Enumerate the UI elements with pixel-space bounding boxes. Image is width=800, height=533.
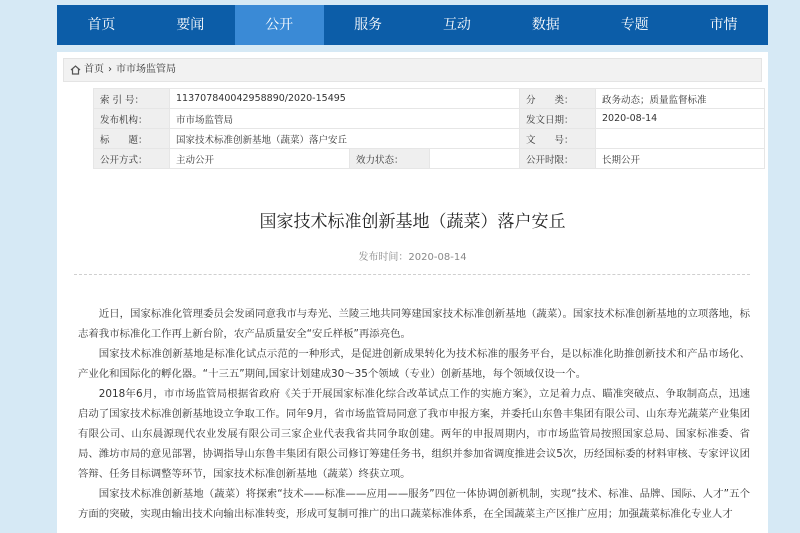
date-value: 2020-08-14	[596, 109, 765, 129]
docno-value	[596, 129, 765, 149]
breadcrumb-separator: ›	[108, 64, 112, 75]
nav-item-topics[interactable]: 专题	[620, 17, 649, 33]
article-paragraph: 2018年6月，市市场监管局根据省政府《关于开展国家标准化综合改革试点工作的实施方案》，立足着力点、瞄准突破点、争取制高点，迅速启动了国家技术标准创新基地设立争取工作。同年9月，省市场监管局同意了我市申报方案，并委托山东鲁丰集团有限公司、山东寿光蔬菜产业集团有限公司、山东晨源现代农业发展有限公司三家企业代表我省共同争取创建。两年的申报周期内，市市场监管局按照国家总局、国家标准委、省局、潍坊市局的意见部署，协调指导山东鲁丰集团有限公司修订筹建任务书，组织并参加省调度推进会议5次，历经国标委的材料审核、专家评议团答辩、任务目标调整等环节，国家技术标准创新基地（蔬菜）终获立项。	[78, 388, 750, 480]
nav-item-data[interactable]: 数据	[531, 17, 560, 33]
term-label: 公开时限：	[520, 149, 596, 169]
status-value	[430, 149, 520, 169]
table-row	[94, 109, 765, 129]
nav-item-services[interactable]: 服务	[354, 17, 383, 33]
article-paragraph: 近日，国家标准化管理委员会发函同意我市与寿光、兰陵三地共同筹建国家技术标准创新基地（蔬菜）。国家技术标准创新基地的立项落地，标志着我市标准化工作再上新台阶，农产品质量安全“安丘样板”再添亮色。	[78, 308, 750, 340]
mode-label: 公开方式：	[94, 149, 170, 169]
mode-value: 主动公开	[170, 149, 350, 169]
index-label: 索 引 号：	[94, 89, 170, 109]
docno-label: 文 号：	[520, 129, 596, 149]
article-title: 国家技术标准创新基地（蔬菜）落户安丘	[259, 212, 566, 232]
top-nav	[57, 5, 768, 45]
breadcrumb-home-link[interactable]: 首页	[84, 64, 104, 75]
nav-item-news[interactable]: 要闻	[176, 17, 205, 33]
table-row	[94, 149, 765, 169]
article-paragraph: 国家技术标准创新基地是标准化试点示范的一种形式，是促进创新成果转化为技术标准的服务平台，是以标准化助推创新技术和产品市场化、产业化和国际化的孵化器。“十三五”期间,国家计划建成30～35个领域（专业）创新基地，每个领域仅设一个。	[78, 348, 750, 380]
content-panel	[57, 52, 768, 533]
term-value: 长期公开	[596, 149, 765, 169]
date-label: 发文日期：	[520, 109, 596, 129]
org-value: 市市场监管局	[170, 109, 520, 129]
divider	[74, 274, 750, 275]
category-label: 分 类：	[520, 89, 596, 109]
breadcrumb-current-link[interactable]: 市市场监管局	[116, 64, 176, 75]
nav-item-city-info[interactable]: 市情	[709, 17, 738, 33]
status-label: 效力状态：	[350, 149, 430, 169]
nav-item-disclosure[interactable]: 公开	[235, 5, 324, 45]
category-value: 政务动态；质量监督标准	[596, 89, 765, 109]
metadata-table	[93, 88, 765, 169]
home-icon	[70, 65, 81, 75]
publish-date: 发布时间：2020-08-14	[358, 252, 467, 263]
article-body	[78, 304, 750, 524]
table-row	[94, 89, 765, 109]
breadcrumb	[63, 58, 762, 82]
title-label: 标 题：	[94, 129, 170, 149]
title-value: 国家技术标准创新基地（蔬菜）落户安丘	[170, 129, 520, 149]
index-value: 113707840042958890/2020-15495	[170, 89, 520, 109]
article-paragraph: 国家技术标准创新基地（蔬菜）将探索“技术——标准——应用——服务”四位一体协调创新机制，实现“技术、标准、品牌、国际、人才”五个方面的突破，实现由输出技术向输出标准转变，形成可复制可推广的出口蔬菜标准体系，在全国蔬菜主产区推广应用；加强蔬菜标准化专业人才	[78, 488, 750, 520]
org-label: 发布机构：	[94, 109, 170, 129]
nav-item-interaction[interactable]: 互动	[442, 17, 471, 33]
table-row	[94, 129, 765, 149]
nav-item-home[interactable]: 首页	[87, 17, 116, 33]
